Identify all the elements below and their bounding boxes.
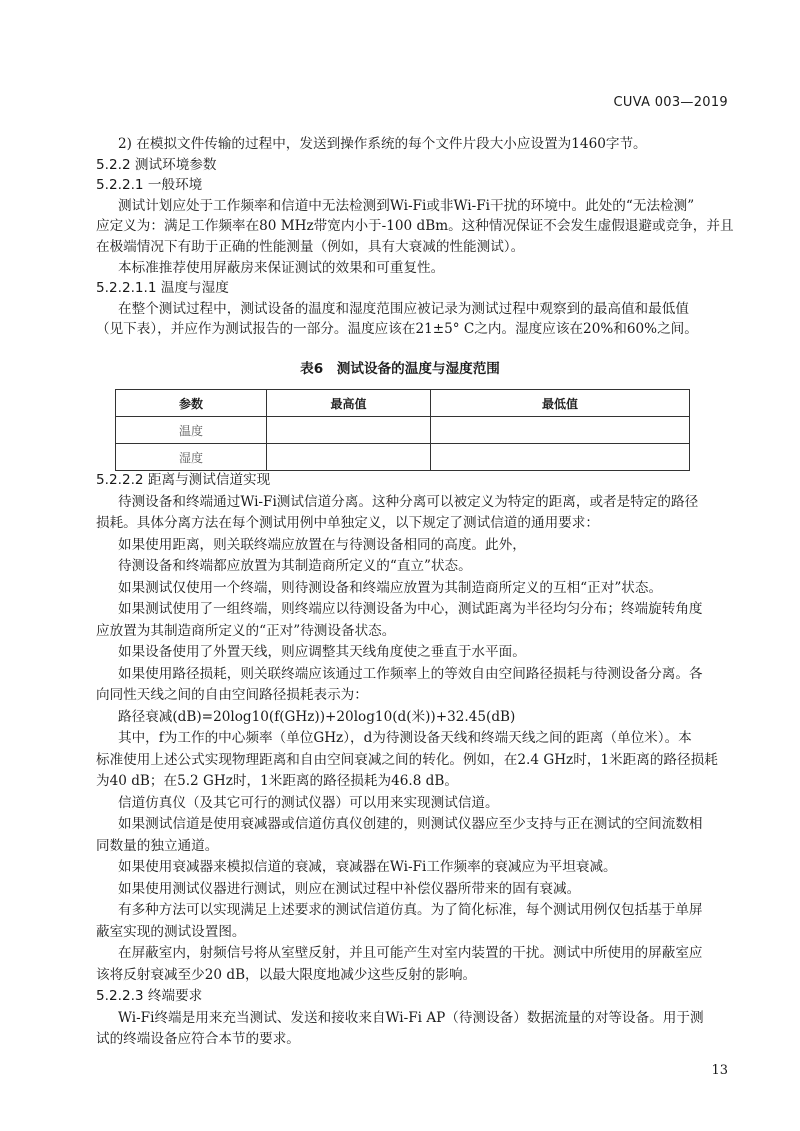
temperature-humidity-table xyxy=(115,389,690,471)
paragraph-line: 有多种方法可以实现满足上述要求的测试信道仿真。为了简化标准，每个测试用例仅包括基于单屏 xyxy=(118,902,703,918)
table-cell xyxy=(431,417,690,444)
section-heading: 5.2.2 测试环境参数 xyxy=(96,156,217,173)
paragraph-line: 如果设备使用了外置天线，则应调整其天线角度使之垂直于水平面。 xyxy=(118,644,526,660)
paragraph-line: 如果测试信道是使用衰减器或信道仿真仪创建的，则测试仪器应至少支持与正在测试的空间流数相 xyxy=(118,816,703,832)
paragraph-line: 该将反射衰减至少20 dB，以最大限度地减少这些反射的影响。 xyxy=(96,966,477,983)
section-heading: 5.2.2.2 距离与测试信道实现 xyxy=(96,472,271,488)
table-cell: 温度 xyxy=(116,417,267,444)
paragraph-line: 在极端情况下有助于正确的性能测量（例如，具有大衰减的性能测试）。 xyxy=(96,239,525,255)
column-header-max: 最高值 xyxy=(267,390,431,417)
section-heading: 5.2.2.3 终端要求 xyxy=(96,988,203,1004)
paragraph-line: 向同性天线之间的自由空间路径损耗表示为： xyxy=(96,687,368,703)
table-row xyxy=(116,417,690,444)
paragraph-line: 在屏蔽室内，射频信号将从室壁反射，并且可能产生对室内装置的干扰。测试中所使用的屏蔽室应 xyxy=(118,945,703,961)
page-number: 13 xyxy=(711,1063,728,1078)
paragraph-line: 为40 dB；在5.2 GHz时，1米距离的路径损耗为46.8 dB。 xyxy=(96,773,458,789)
paragraph-line: 应定义为：满足工作频率在80 MHz带宽内小于-100 dBm。这种情况保证不会发生虚假退避或竞争，并且 xyxy=(96,218,734,235)
table-cell: 湿度 xyxy=(116,444,267,471)
paragraph-line: 如果测试仅使用一个终端，则待测设备和终端应放置为其制造商所定义的互相“正对”状态。 xyxy=(118,579,663,596)
section-heading: 5.2.2.1.1 温度与湿度 xyxy=(96,280,229,297)
paragraph-line: 本标准推荐使用屏蔽房来保证测试的效果和可重复性。 xyxy=(118,259,445,276)
paragraph-line: 待测设备和终端都应放置为其制造商所定义的“直立”状态。 xyxy=(118,558,472,574)
document-code: CUVA 003—2019 xyxy=(613,95,728,110)
paragraph-line: 如果使用测试仪器进行测试，则应在测试过程中补偿仪器所带来的固有衰减。 xyxy=(118,880,581,897)
table-row xyxy=(116,444,690,471)
section-heading: 5.2.2.1 一般环境 xyxy=(96,177,203,194)
paragraph-line: 如果使用距离，则关联终端应放置在与待测设备相同的高度。此外， xyxy=(118,536,526,553)
paragraph-line: 在整个测试过程中，测试设备的温度和湿度范围应被记录为测试过程中观察到的最高值和最低值 xyxy=(118,300,689,317)
column-header-min: 最低值 xyxy=(431,390,690,417)
table-cell xyxy=(431,444,690,471)
paragraph-line: 其中，f为工作的中心频率（单位GHz），d为待测设备天线和终端天线之间的距离（单位米）。本 xyxy=(118,730,692,746)
paragraph-line: 如果测试使用了一组终端，则终端应以待测设备为中心，测试距离为半径均匀分布；终端旋转角度 xyxy=(118,601,703,617)
table-title: 表6 测试设备的温度与湿度范围 xyxy=(300,361,500,377)
paragraph-line: 标准使用上述公式实现物理距离和自由空间衰减之间的转化。例如，在2.4 GHz时，1米距离的路径损耗 xyxy=(96,751,718,768)
table-cell xyxy=(267,444,431,471)
paragraph-line: 如果使用衰减器来模拟信道的衰减，衰减器在Wi-Fi工作频率的衰减应为平坦衰减。 xyxy=(118,859,617,875)
paragraph-line: 损耗。具体分离方法在每个测试用例中单独定义，以下规定了测试信道的通用要求： xyxy=(96,515,599,531)
paragraph-line: 信道仿真仪（及其它可行的测试仪器）可以用来实现测试信道。 xyxy=(118,794,499,811)
paragraph-line: 2) 在模拟文件传输的过程中，发送到操作系统的每个文件片段大小应设置为1460字节。 xyxy=(118,136,647,152)
paragraph-line: 应放置为其制造商所定义的“正对”待测设备状态。 xyxy=(96,622,396,639)
paragraph-line: （见下表），并应作为测试报告的一部分。温度应该在21±5° C之内。湿度应该在20%和60%之间。 xyxy=(96,321,698,338)
paragraph-line: 试的终端设备应符合本节的要求。 xyxy=(96,1031,300,1047)
table-header-row xyxy=(116,390,690,417)
paragraph-line: 测试计划应处于工作频率和信道中无法检测到Wi-Fi或非Wi-Fi干扰的环境中。此处的“无法检测” xyxy=(118,197,695,214)
paragraph-line: 路径衰减(dB)=20log10(f(GHz))+20log10(d(米))+32.45(dB) xyxy=(118,708,516,725)
paragraph-line: 同数量的独立通道。 xyxy=(96,837,219,854)
paragraph-line: 蔽室实现的测试设置图。 xyxy=(96,923,246,940)
column-header-parameter: 参数 xyxy=(116,390,267,417)
table-cell xyxy=(267,417,431,444)
paragraph-line: Wi-Fi终端是用来充当测试、发送和接收来自Wi-Fi AP（待测设备）数据流量的对等设备。用于测 xyxy=(118,1009,704,1026)
paragraph-line: 如果使用路径损耗，则关联终端应该通过工作频率上的等效自由空间路径损耗与待测设备分离。各 xyxy=(118,665,703,682)
paragraph-line: 待测设备和终端通过Wi-Fi测试信道分离。这种分离可以被定义为特定的距离，或者是特定的路径 xyxy=(118,493,699,510)
